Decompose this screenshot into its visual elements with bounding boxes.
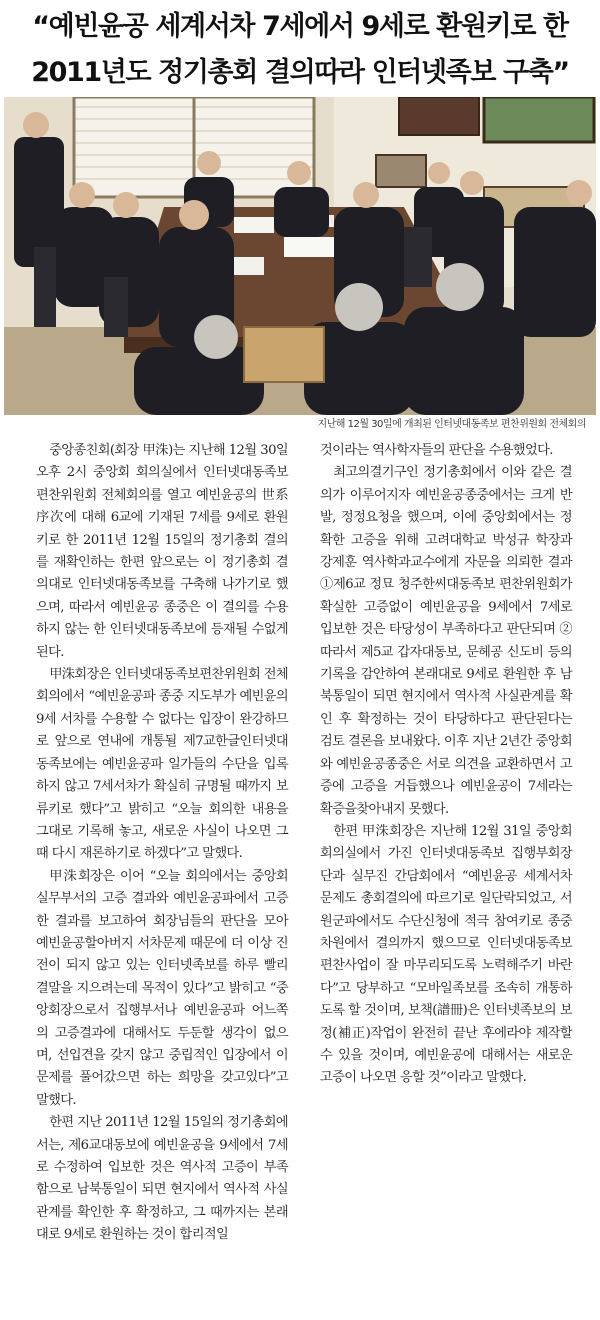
article-paragraph: 甲洙회장은 이어 “오늘 회의에서는 중앙회 실무부서의 고증 결과와 예빈윤공파에서 고증한 결과를 보고하여 회장님들의 판단을 모아 예빈윤공할아버지 서차문제 때문에 더 이상 진전이 되지 않고 있는 인터넷족보를 하루 빨리 결말을 지으려는데 목적이 있다”고 밝히고 “중앙회장으로서 집행부서나 예빈윤공파 어느쪽의 고증결과에 대해서도 두둔할 생각이 없으며, 선입견을 갖지 않고 중립적인 입장에서 이 문제를 풀어갔으면 하는 희망을 갖고있다”고 말했다. [36, 868, 288, 1108]
article-paragraph: 한편 甲洙회장은 지난해 12월 31일 중앙회 회의실에서 가진 인터넷대동족보 집행부회장단과 실무진 간담회에서 “예빈윤공 세계서차 문제도 총회결의에 따르기로 일단락되었고, 서원군파에서도 수단신청에 적극 참여키로 종중차원에서 결의까지 했으므로 인터넷대동족보 편찬사업이 잘 마무리되도록 노력해주기 바란다”고 당부하고 “모바일족보를 조속히 개통하도록 할 것이며, 보책(譜冊)은 인터넷족보의 보정(補正)작업이 완전히 끝난 후에라야 제작할 수 있을 것이며, 예빈윤공에 대해서는 새로운 고증이 나오면 응할 것”이라고 말했다. [320, 823, 572, 1086]
headline-line-1: “예빈윤공 세계서차 7세에서 9세로 환원키로 한 [32, 11, 568, 42]
article-paragraph: 최고의결기구인 정기총회에서 이와 같은 결의가 이루어지자 예빈윤공종중에서는 크게 반발, 정정요청을 했으며, 이에 중앙회에서는 정확한 고증을 위해 고려대학교 박성규 학장과 강제훈 역사학과교수에게 자문을 의뢰한 결과 ①제6교 정묘 청주한씨대동족보 편찬위원회가 확실한 고증없이 예빈윤공을 9세에서 7세로 입보한 것은 타당성이 부족하다고 판단되며 ②따라서 제5교 갑자대동보, 문헤공 신도비 등의 기록을 감안하여 본래대로 9세로 환원한 후 남북통일이 되면 현지에서 역사적 사실관계를 확인 후 확정하는 것이 타당하다고 판단된다는 검토 결론을 보내왔다. 이후 지난 2년간 중앙회와 예빈윤공종중은 서로 의견을 교환하면서 고증에 고증을 거듭했으나 예빈윤공이 7세라는 확증을찾아내지 못했다. [320, 465, 572, 817]
article-column-right [320, 440, 572, 1090]
photo-caption: 지난해 12월 30일에 개최된 인터넷대동족보 편찬위원회 전체회의 [317, 419, 586, 430]
article-paragraph: 甲洙회장은 인터넷대동족보편찬위원회 전체회의에서 “예빈윤공파 종중 지도부가 예빈윤의 9세 서차를 수용할 수 없다는 입장이 완강하므로 앞으로 연내에 개통될 제7교한글인터넷대동족보에는 예빈윤공파 일가들의 수단을 입록하지 않고 7세서차가 확실히 규명될 때까지 보류키로 했다”고 밝히고 “오늘 회의한 내용을 그대로 기록해 놓고, 새로운 사실이 나오면 그 때 다시 재론하기로 하겠다”고 말했다. [36, 667, 288, 862]
meeting-photo-illustration [4, 97, 596, 415]
headline-line-2: 2011년도 정기총회 결의따라 인터넷족보 구축” [31, 57, 569, 88]
headline [10, 4, 590, 96]
meeting-photo [4, 97, 596, 415]
article-column-left [36, 440, 288, 1247]
article-paragraph: 한편 지난 2011년 12월 15일의 정기총회에서는, 제6교대동보에 예빈윤공을 9세에서 7세로 수정하여 입보한 것은 역사적 고증이 부족함으로 남북통일이 되면 현지에서 역사적 사실관계를 확인한 후 확정하고, 그 때까지는 본래대로 9세로 환원하는 것이 합리적일 [36, 1115, 288, 1243]
article-paragraph-continued: 것이라는 역사학자들의 판단을 수용했었다. [320, 443, 553, 458]
article-paragraph: 중앙종친회(회장 甲洙)는 지난해 12월 30일 오후 2시 중앙회 회의실에서 인터넷대동족보편찬위원회 전체회의를 열고 예빈윤공의 世系序次에 대해 6교에 기재된 7세를 9세로 환원키로 한 2011년 12월 15일의 정기총회 결의를 재확인하는 한편 앞으로는 이 정기총회 결의대로 인터넷대동족보를 구축해 나가기로 했으며, 따라서 예빈윤공 종중은 이 결의를 수용하지 않는 한 인터넷대동족보에 등재될 수없게 된다. [36, 443, 288, 660]
